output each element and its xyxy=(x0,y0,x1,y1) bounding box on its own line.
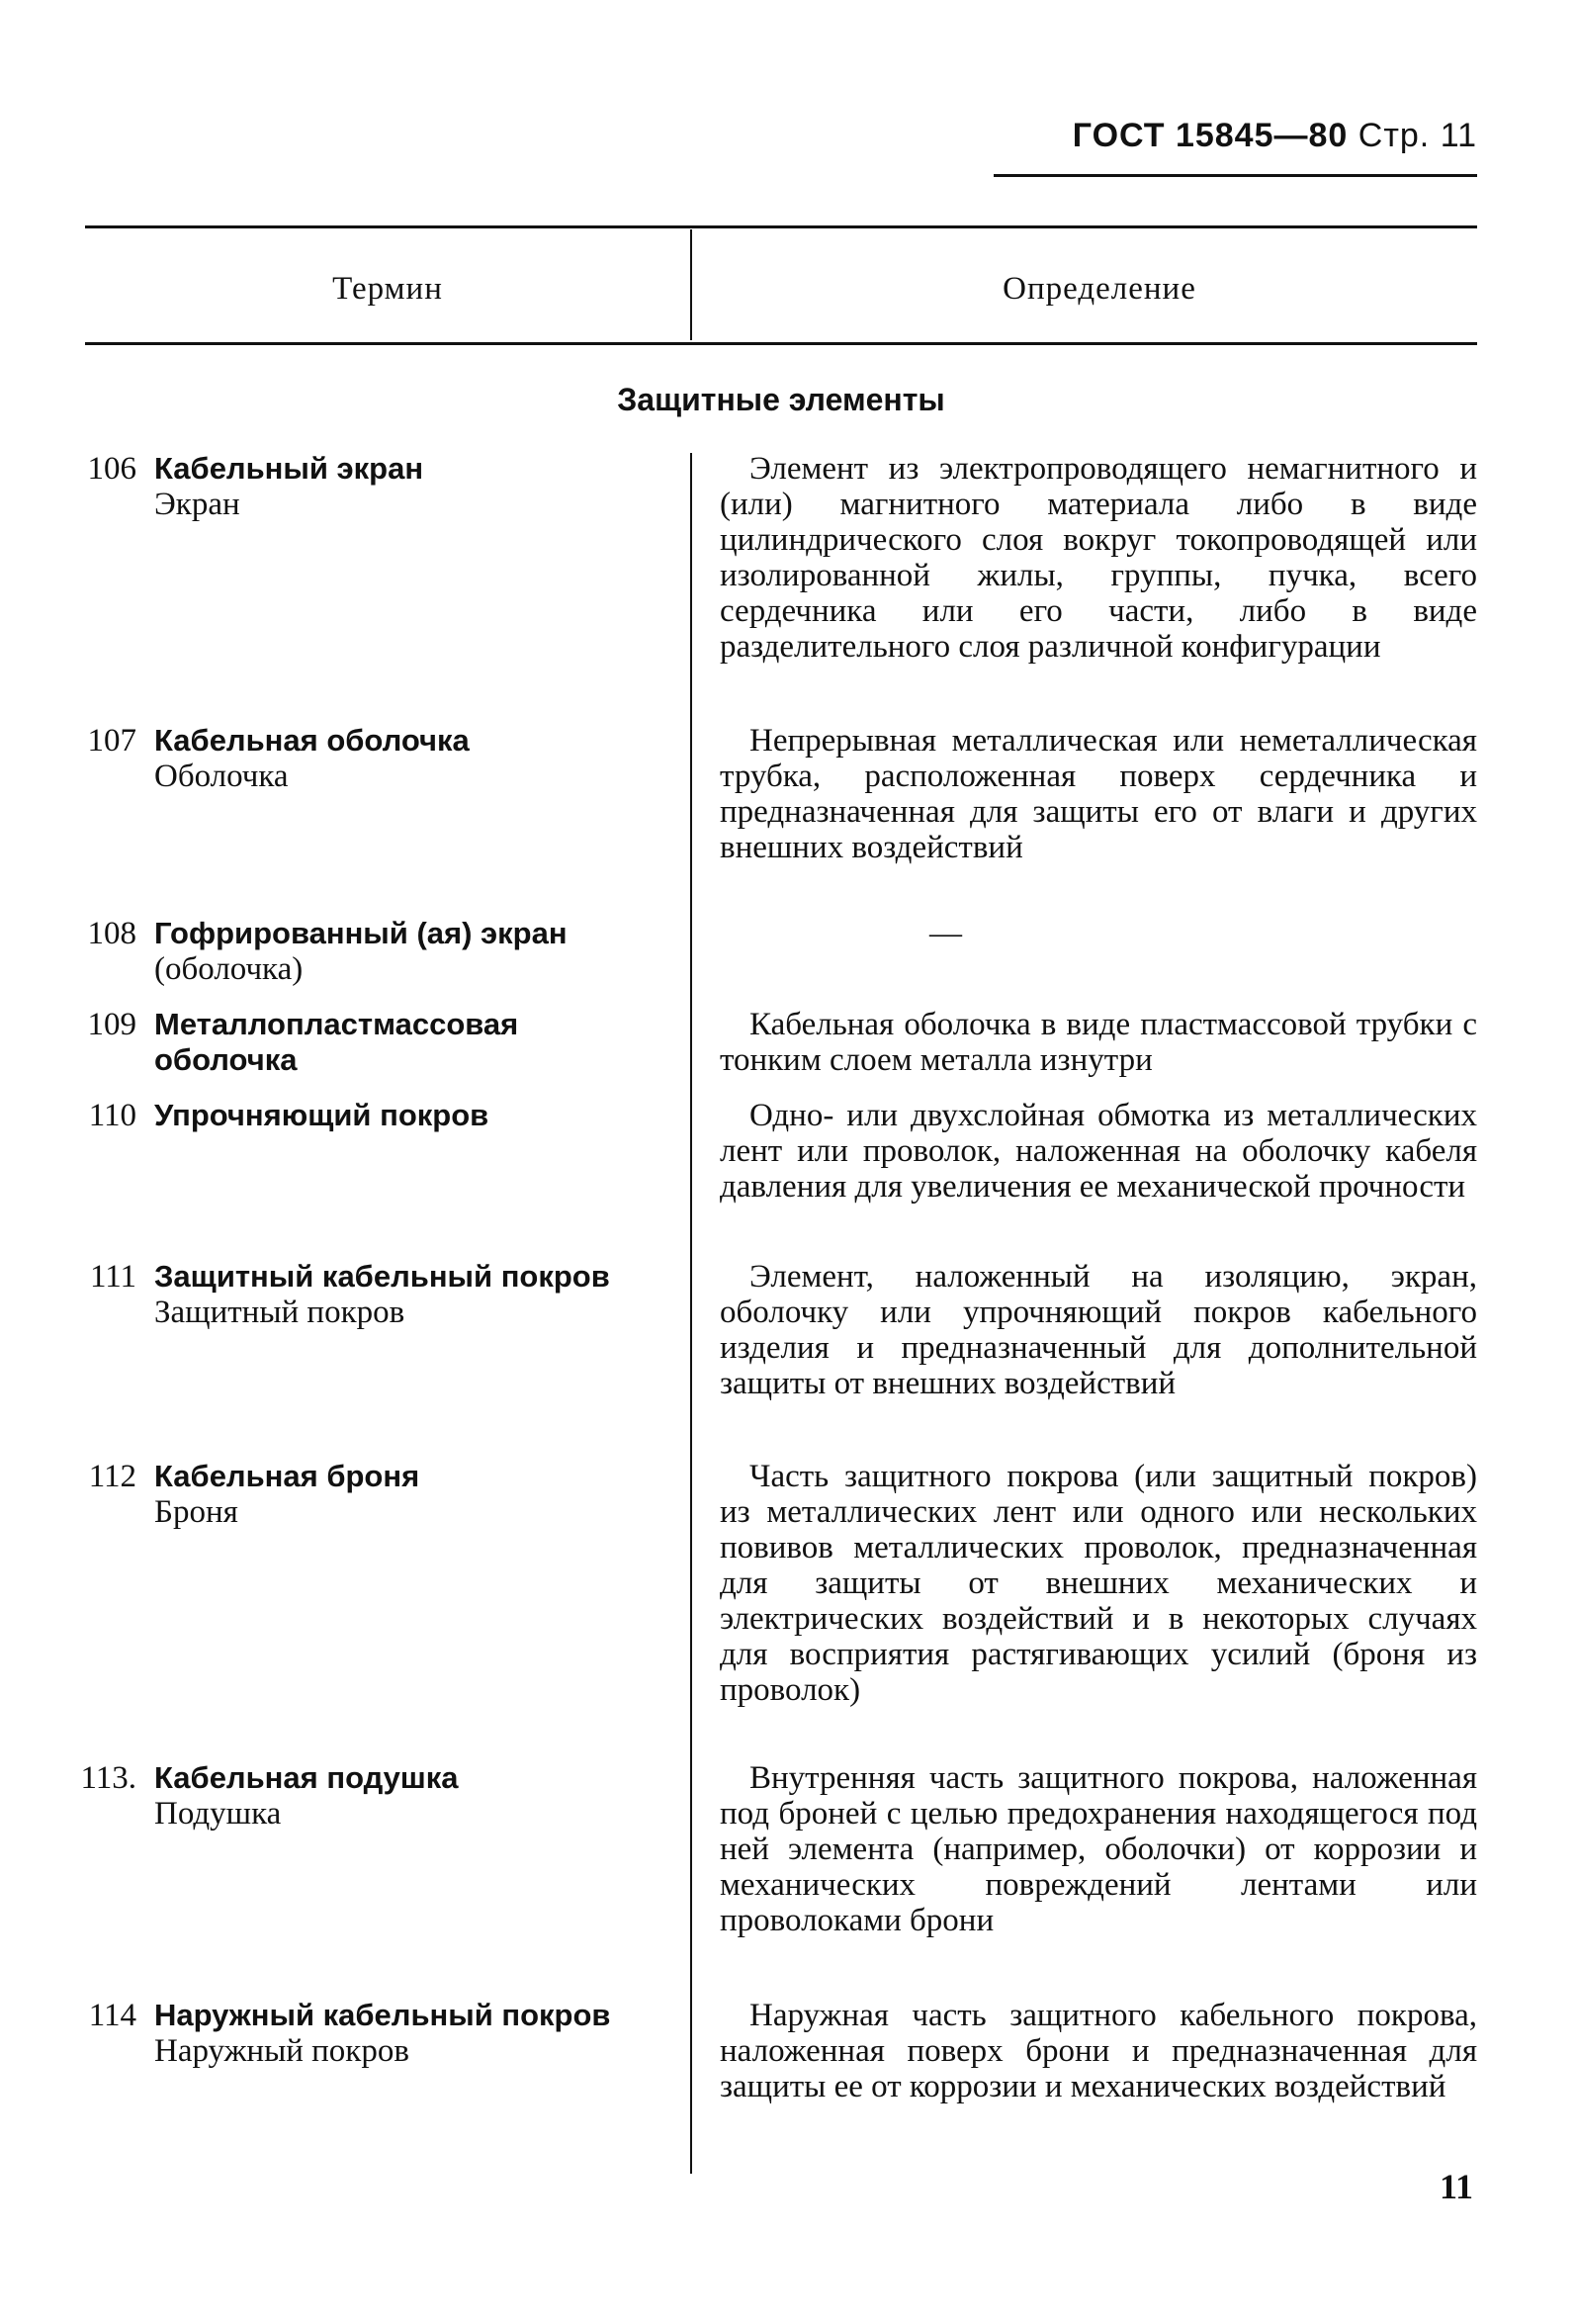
term-number: 110 xyxy=(88,1098,136,1133)
term-definition: Непрерывная металлическая или неметаллическая трубка, расположенная поверх сердечника и предназначенная для защиты его от влаги и других внешних воздействий xyxy=(720,723,1477,865)
page-number: 11 xyxy=(1439,2167,1473,2206)
header-rule xyxy=(994,174,1477,177)
term-name: Кабельная броня xyxy=(154,1459,420,1493)
page-header xyxy=(1073,117,1477,155)
term-cell xyxy=(154,916,668,987)
term-number: 112 xyxy=(88,1459,136,1494)
term-short-form: Наружный покров xyxy=(154,2033,409,2069)
term-definition: Часть защитного покрова (или защитный покров) из металлических лент или одного или нескольких повивов металлических проволок, предназначенная для защиты от внешних механических и электрических воздействий и в некоторых случаях для восприятия растягивающих усилий (броня из проволок) xyxy=(720,1459,1477,1708)
term-name: Кабельный экран xyxy=(154,451,424,486)
term-definition: Наружная часть защитного кабельного покрова, наложенная поверх брони и предназначенная для защиты ее от коррозии и механических воздействий xyxy=(720,1998,1477,2104)
term-definition: Элемент, наложенный на изоляцию, экран, оболочку или упрочняющий покров кабельного изделия и предназначенный для дополнительной защиты от внешних воздействий xyxy=(720,1259,1477,1401)
term-definition: Внутренняя часть защитного покрова, наложенная под броней с целью предохранения находящегося под ней элемента (например, оболочки) от коррозии и механических повреждений лентами или проволоками брони xyxy=(720,1760,1477,1938)
term-cell xyxy=(154,1007,668,1078)
term-cell xyxy=(154,1098,668,1133)
term-definition: Одно- или двухслойная обмотка из металлических лент или проволок, наложенная на оболочку кабеля давления для увеличения ее механической прочности xyxy=(720,1098,1477,1205)
table-head-rule xyxy=(85,342,1477,345)
term-short-form: Броня xyxy=(154,1494,238,1530)
column-divider xyxy=(690,453,692,2174)
term-cell xyxy=(154,723,668,794)
term-name: Гофрированный (ая) экран xyxy=(154,916,568,950)
term-definition: Элемент из электропроводящего немагнитного и (или) магнитного материала либо в виде цилиндрического слоя вокруг токопроводящей или изолированной жилы, группы, пучка, всего сердечника или его части, либо в виде разделительного слоя различной конфигурации xyxy=(720,451,1477,665)
term-short-form: Оболочка xyxy=(154,759,289,794)
term-cell xyxy=(154,451,668,522)
standard-number: ГОСТ 15845—80 xyxy=(1072,117,1349,154)
term-number: 114 xyxy=(88,1998,136,2033)
term-number: 113. xyxy=(80,1760,136,1796)
term-name: Защитный кабельный покров xyxy=(154,1259,610,1294)
section-title: Защитные элементы xyxy=(617,382,945,417)
column-header-definition: Определение xyxy=(1003,271,1196,307)
page-label: Стр. 11 xyxy=(1357,117,1477,154)
term-short-form: Подушка xyxy=(154,1796,282,1832)
term-cell xyxy=(154,1998,668,2069)
term-short-form: Защитный покров xyxy=(154,1295,405,1330)
column-header-term: Термин xyxy=(332,271,443,307)
term-short-form: (оболочка) xyxy=(154,951,304,987)
term-number: 107 xyxy=(87,723,136,759)
term-name: Кабельная подушка xyxy=(154,1760,459,1795)
term-number: 111 xyxy=(89,1259,136,1295)
empty-definition-dash: — xyxy=(929,916,962,951)
table-top-rule xyxy=(85,225,1477,228)
term-definition: Кабельная оболочка в виде пластмассовой трубки с тонким слоем металла изнутри xyxy=(720,1007,1477,1078)
term-number: 109 xyxy=(87,1007,136,1042)
term-cell xyxy=(154,1760,668,1832)
term-name: Упрочняющий покров xyxy=(154,1098,489,1132)
term-short-form: Экран xyxy=(154,487,240,522)
term-name: Металлопластмассовая оболочка xyxy=(154,1007,519,1077)
term-name: Кабельная оболочка xyxy=(154,723,470,758)
term-number: 108 xyxy=(87,916,136,951)
term-name: Наружный кабельный покров xyxy=(154,1998,611,2032)
term-cell xyxy=(154,1259,668,1330)
term-number: 106 xyxy=(87,451,136,487)
term-cell xyxy=(154,1459,668,1530)
